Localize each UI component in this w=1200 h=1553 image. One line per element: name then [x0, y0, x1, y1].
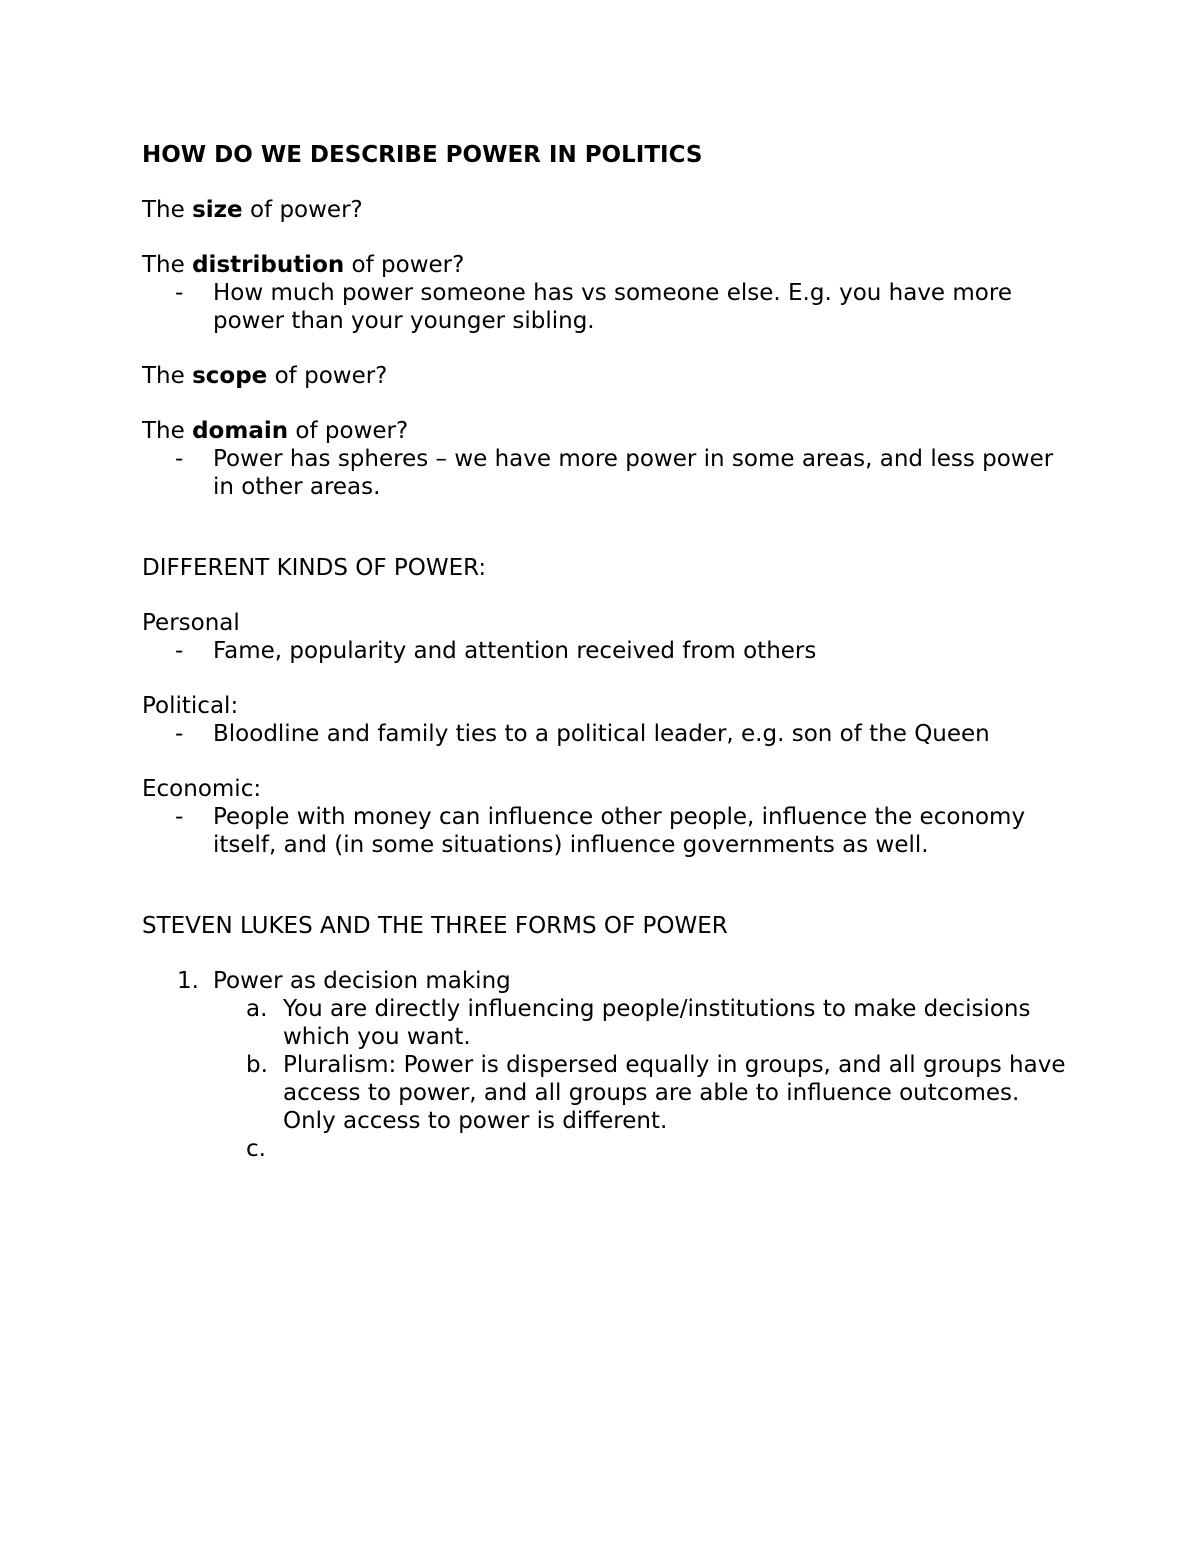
sub-list-item-b — [142, 1051, 1072, 1135]
question-size: The size of power? — [142, 197, 363, 223]
sub-list-marker: c. — [246, 1136, 266, 1162]
sub-list-text: Pluralism: Power is dispersed equally in groups, and all groups have access to power, and all groups are able to influence outcomes. Only access to power is different. — [283, 1052, 1066, 1134]
bullet-text: Power has spheres – we have more power in some areas, and less power in other areas. — [213, 446, 1054, 500]
section-title-kinds-of-power: DIFFERENT KINDS OF POWER: — [142, 555, 487, 581]
sub-list-item-a — [142, 995, 1072, 1051]
bullet-text: Bloodline and family ties to a political leader, e.g. son of the Queen — [213, 721, 990, 747]
sub-list-marker: a. — [246, 996, 268, 1022]
bullet-text: Fame, popularity and attention received from others — [213, 638, 817, 664]
list-text: Power as decision making — [213, 968, 511, 994]
bullet-text: People with money can influence other people, influence the economy itself, and (in some situations) influence governments as well. — [213, 804, 1026, 858]
question-domain: The domain of power? — [142, 418, 409, 444]
section-title-lukes: STEVEN LUKES AND THE THREE FORMS OF POWER — [142, 913, 728, 939]
bullet-dash: - — [175, 280, 184, 306]
numbered-list-item — [142, 967, 1072, 995]
bullet-dash: - — [175, 804, 184, 830]
kind-label-political: Political: — [142, 693, 239, 719]
section-title-describe-power: HOW DO WE DESCRIBE POWER IN POLITICS — [142, 142, 703, 168]
bullet-item — [142, 720, 1072, 748]
bullet-text: How much power someone has vs someone else. E.g. you have more power than your younger sibling. — [213, 280, 1012, 334]
bullet-dash: - — [175, 638, 184, 664]
sub-list-text — [283, 1136, 290, 1162]
sub-list-text: You are directly influencing people/institutions to make decisions which you want. — [283, 996, 1031, 1050]
sub-list-marker: b. — [246, 1052, 268, 1078]
kind-label-personal: Personal — [142, 610, 240, 636]
list-number: 1. — [177, 968, 199, 994]
document-page — [142, 141, 1072, 1163]
question-distribution: The distribution of power? — [142, 252, 465, 278]
bullet-dash: - — [175, 446, 184, 472]
question-scope: The scope of power? — [142, 363, 388, 389]
bullet-item — [142, 279, 1072, 335]
sub-list-item-c — [142, 1135, 1072, 1163]
bullet-item — [142, 637, 1072, 665]
bullet-dash: - — [175, 721, 184, 747]
bullet-item — [142, 445, 1072, 501]
kind-label-economic: Economic: — [142, 776, 262, 802]
bullet-item — [142, 803, 1072, 859]
